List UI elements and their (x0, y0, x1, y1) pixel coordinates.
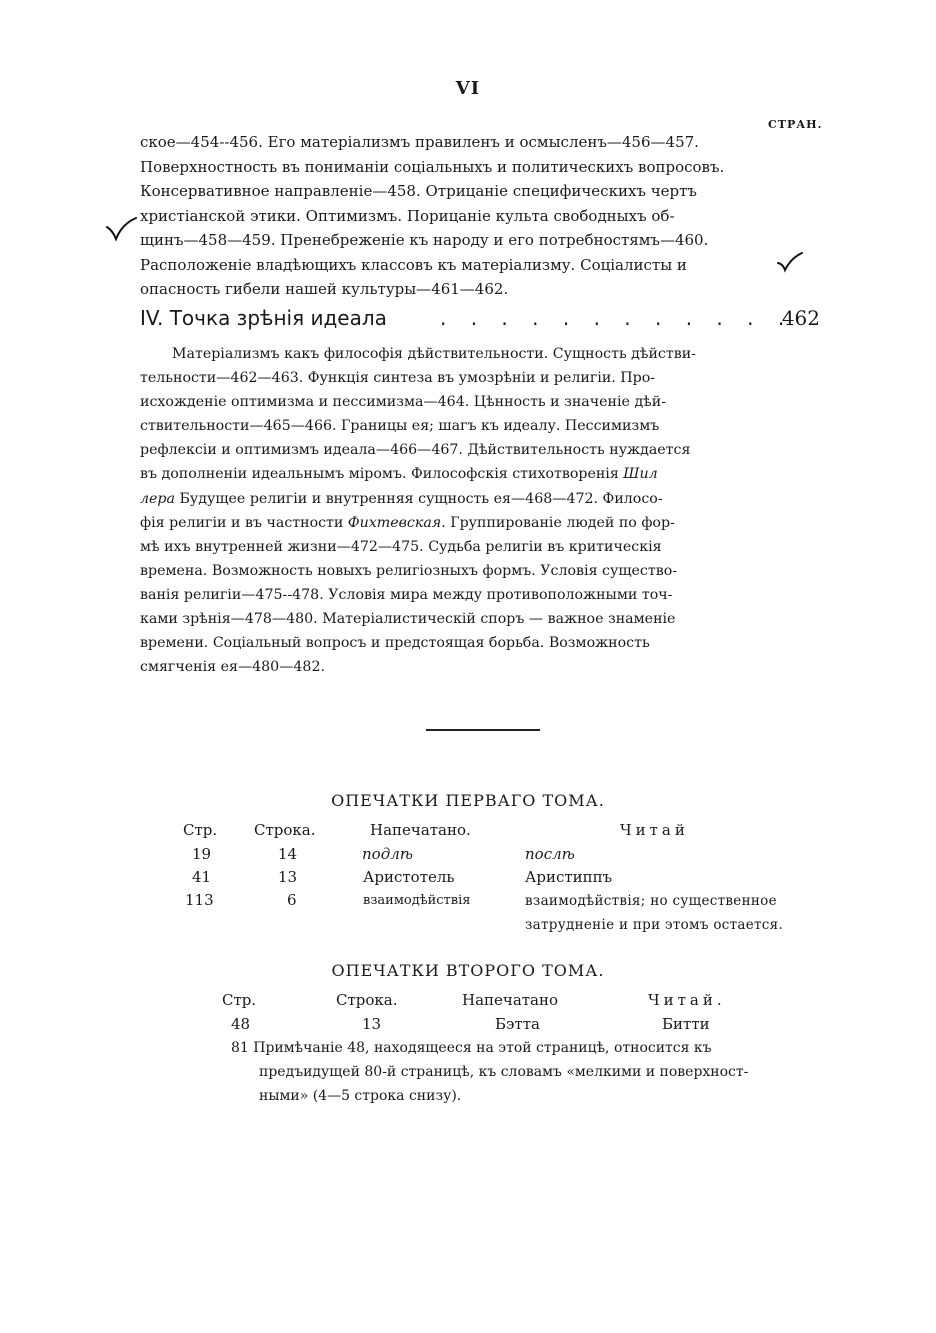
text-line: рефлексіи и оптимизмъ идеала—466—467. Дѣйствительность нуждается (140, 442, 691, 459)
text-line: Консервативное направленіе—458. Отрицаніе специфическихъ чертъ (140, 182, 697, 200)
errata-cell-line: 13 (362, 1015, 382, 1033)
text-line (140, 511, 766, 535)
errata-cell-line: 6 (287, 891, 297, 909)
text-line: Поверхностность въ пониманіи соціальныхъ и политическихъ вопросовъ. (140, 157, 725, 176)
text-line: щинъ—458—459. Пренебреженіе къ народу и его потребностямъ—460. (140, 231, 709, 249)
checkmark-icon (776, 250, 804, 274)
errata-vol1-title: ОПЕЧАТКИ ПЕРВАГО ТОМА. (331, 791, 605, 810)
errata-cell-page: 113 (185, 891, 214, 909)
errata-header-read: Читай (620, 821, 689, 839)
text-line: Матеріализмъ какъ философія дѣйствительности. Сущность дѣйстви- (172, 346, 696, 362)
checkmark-icon (104, 214, 138, 244)
leader-dots: . . . . . . . . . . . . (440, 306, 794, 330)
text-line: ствительности—465—466. Границы ея; шагъ къ идеалу. Пессимизмъ (140, 418, 660, 435)
errata-header-page: Стр. (183, 821, 218, 839)
errata-header-line: Строка. (336, 991, 398, 1009)
text-line: тельности—462—463. Функція синтеза въ умозрѣніи и религіи. Про- (140, 370, 656, 387)
errata-header-read: Читай. (648, 991, 726, 1009)
text-line: смягченія ея—480—482. (140, 659, 325, 676)
section-heading (140, 306, 820, 330)
errata-note-line: ными» (4—5 строка снизу). (259, 1088, 462, 1104)
errata-cell-page: 41 (192, 868, 212, 886)
errata-cell-read-continued: затрудненіе и при этомъ остается. (525, 917, 784, 933)
text-line (140, 462, 766, 486)
section-page-number: 462 (781, 306, 820, 330)
intro-paragraph (140, 130, 766, 302)
text-line: ванія религіи—475--478. Условія мира между противоположными точ- (140, 586, 673, 603)
errata-note-line: предъидущей 80-й страницѣ, къ словамъ «мелкими и поверхност- (259, 1064, 749, 1080)
page-number: VI (455, 78, 481, 99)
errata-header-line: Строка. (254, 821, 316, 839)
errata-cell-page: 19 (192, 845, 212, 863)
section-divider (426, 729, 540, 731)
errata-header-printed: Напечатано (462, 991, 559, 1009)
italic-name: Фихтевская (347, 514, 442, 531)
errata-cell-read: взаимодѣйствія; но существенное (525, 893, 777, 909)
text-line: христіанской этики. Оптимизмъ. Порицаніе культа свободныхъ об- (140, 206, 675, 225)
errata-cell-printed: Бэтта (495, 1015, 540, 1033)
text-line: Расположеніе владѣющихъ классовъ къ матеріализму. Соціалисты и (140, 255, 687, 274)
text-line (140, 487, 766, 511)
text-run: Будущее религіи и внутренняя сущность ея—468—472. Филосо- (174, 490, 663, 507)
section-title: IV. Точка зрѣнія идеала (140, 306, 387, 330)
page-column-label: СТРАН. (768, 118, 823, 131)
text-line: ками зрѣнія—478—480. Матеріалистическій споръ — важное знаменіе (140, 611, 676, 628)
text-line: опасность гибели нашей культуры—461—462. (140, 280, 509, 298)
errata-cell-read: послѣ (525, 845, 575, 863)
errata-cell-page: 48 (231, 1015, 251, 1033)
text-line: исхожденіе оптимизма и пессимизма—464. Цѣнность и значеніе дѣй- (140, 394, 666, 411)
errata-header-printed: Напечатано. (370, 821, 471, 839)
errata-cell-read: Аристиппъ (525, 868, 613, 886)
text-line: ское—454--456. Его матеріализмъ правиленъ и осмысленъ—456—457. (140, 133, 699, 151)
errata-vol2-title: ОПЕЧАТКИ ВТОРОГО ТОМА. (331, 961, 605, 980)
italic-name: Шил (623, 466, 658, 483)
text-line: времена. Возможность новыхъ религіозныхъ формъ. Условія существо- (140, 562, 678, 579)
errata-note-line: 81 Примѣчаніе 48, находящееся на этой страницѣ, относится къ (231, 1040, 712, 1056)
text-run: . Группированіе людей по фор- (441, 514, 675, 531)
text-line: времени. Соціальный вопросъ и предстоящая борьба. Возможность (140, 635, 650, 652)
errata-cell-printed: подлѣ (362, 845, 413, 863)
section-summary (140, 342, 766, 679)
errata-cell-line: 13 (278, 868, 298, 886)
text-line: мѣ ихъ внутренней жизни—472—475. Судьба религіи въ критическія (140, 538, 662, 555)
errata-cell-printed: взаимодѣйствія (363, 893, 471, 908)
errata-header-page: Стр. (222, 991, 257, 1009)
text-run: фія религіи и въ частности (140, 514, 348, 531)
errata-cell-printed: Аристотель (363, 868, 455, 886)
text-run: въ дополненіи идеальнымъ міромъ. Философскія стихотворенія (140, 466, 624, 483)
errata-cell-read: Битти (662, 1015, 710, 1033)
errata-cell-line: 14 (278, 845, 298, 863)
italic-name: лера (140, 490, 175, 507)
